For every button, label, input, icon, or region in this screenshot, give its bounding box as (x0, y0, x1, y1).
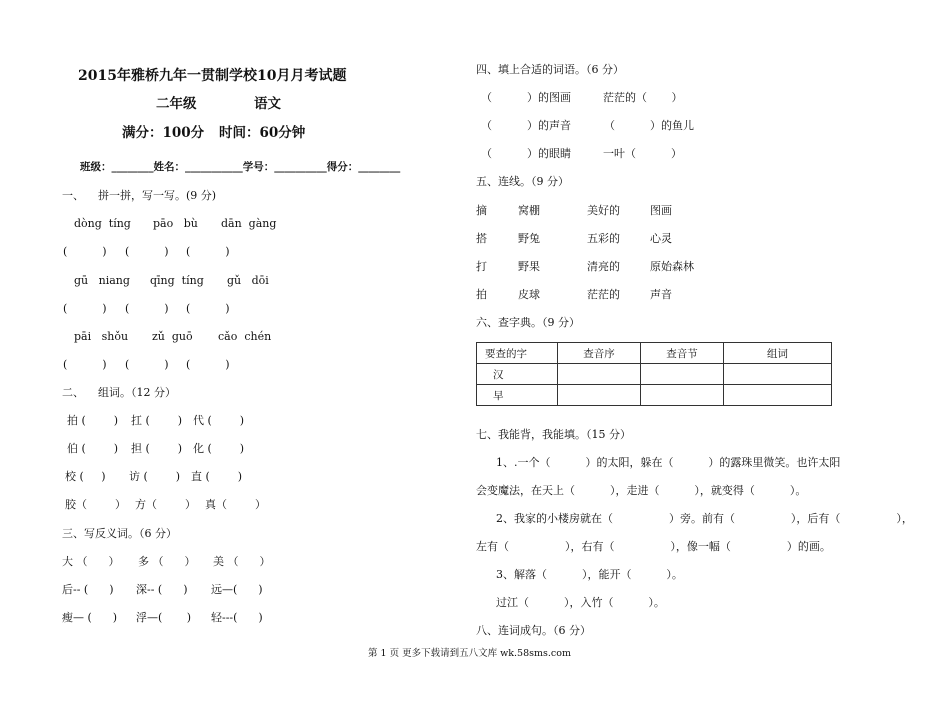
pinyin: gǔ dōi (227, 274, 269, 287)
section-3-heading: 三、写反义词。（6 分） (62, 527, 177, 540)
poem-line[interactable]: 左有（ ），右有（ ），像一幅（ ）的画。 (476, 540, 831, 553)
fill-item[interactable]: （ ）的鱼儿 (604, 119, 694, 132)
table-row (477, 364, 832, 385)
exam-title: 2015年雅桥九年一贯制学校10月月考试题 (78, 68, 347, 84)
word-item[interactable]: 担 ( ) (131, 442, 183, 455)
antonym-item[interactable]: 瘦— ( ) (62, 611, 118, 624)
section-6-heading: 六、查字典。（9 分） (476, 316, 580, 329)
table-header-cell: 要查的字 (477, 343, 558, 364)
pinyin: cǎo chén (218, 330, 272, 343)
page-footer: 第 1 页 更多下载请到五八文库 wk.58sms.com (368, 648, 571, 659)
pinyin: pāo bù (153, 217, 198, 230)
poem-line[interactable]: 1、.一个（ ）的太阳，躲在（ ）的露珠里微笑。也许太阳 (496, 456, 841, 469)
table-header-cell: 组词 (724, 343, 832, 364)
section-4-heading: 四、填上合适的词语。（6 分） (476, 63, 624, 76)
word-item[interactable]: 真（ ） (205, 498, 266, 511)
match-word[interactable]: 声音 (650, 288, 672, 301)
match-word[interactable]: 美好的 (587, 204, 620, 217)
score-label: 满分：100分 (122, 125, 205, 141)
answer-blank[interactable]: ( ) (63, 358, 107, 371)
antonym-item[interactable]: 后-- ( ) (62, 583, 114, 596)
student-info-fields: 班级：________姓名：___________学号：__________得分：________ (80, 161, 401, 173)
table-answer-cell[interactable] (724, 364, 832, 385)
word-item[interactable]: 拍 ( ) (67, 414, 119, 427)
fill-item[interactable]: （ ）的声音 (481, 119, 571, 132)
table-char-cell: 早 (477, 385, 558, 406)
antonym-item[interactable]: 远—( ) (211, 583, 263, 596)
table-header-row (477, 343, 832, 364)
antonym-item[interactable]: 轻---( ) (211, 611, 263, 624)
section-7-heading: 七、我能背，我能填。（15 分） (476, 428, 631, 441)
table-answer-cell[interactable] (641, 385, 724, 406)
fill-item[interactable]: 茫茫的（ ） (603, 91, 683, 104)
pinyin: zǔ guō (152, 330, 193, 343)
table-char-cell: 汉 (477, 364, 558, 385)
answer-blank[interactable]: ( ) (125, 302, 169, 315)
match-word[interactable]: 拍 (476, 288, 487, 301)
answer-blank[interactable]: ( ) (125, 358, 169, 371)
match-word[interactable]: 搭 (476, 232, 487, 245)
match-word[interactable]: 心灵 (650, 232, 672, 245)
pinyin: dān gàng (221, 217, 277, 230)
table-row (477, 385, 832, 406)
match-word[interactable]: 窝棚 (518, 204, 540, 217)
word-item[interactable]: 方（ ） (135, 498, 196, 511)
word-item[interactable]: 校 ( ) (65, 470, 106, 483)
table-answer-cell[interactable] (558, 364, 641, 385)
answer-blank[interactable]: ( ) (186, 302, 230, 315)
answer-blank[interactable]: ( ) (186, 358, 230, 371)
poem-line[interactable]: 3、解落（ ），能开（ ）。 (496, 568, 683, 581)
word-item[interactable]: 直 ( ) (191, 470, 243, 483)
match-word[interactable]: 五彩的 (587, 232, 620, 245)
table-header-cell: 查音序 (558, 343, 641, 364)
subject-label: 语文 (254, 96, 281, 112)
fill-item[interactable]: （ ）的图画 (481, 91, 571, 104)
match-word[interactable]: 打 (476, 260, 487, 273)
word-item[interactable]: 伯 ( ) (67, 442, 119, 455)
pinyin: qīng tíng (150, 274, 204, 287)
section-1-heading: 一、 拼一拼，写一写。(9 分) (62, 189, 217, 202)
word-item[interactable]: 访 ( ) (129, 470, 181, 483)
antonym-item[interactable]: 深-- ( ) (136, 583, 188, 596)
dictionary-table (476, 342, 832, 406)
answer-blank[interactable]: ( ) (63, 302, 107, 315)
answer-blank[interactable]: ( ) (125, 245, 169, 258)
match-word[interactable]: 图画 (650, 204, 672, 217)
antonym-item[interactable]: 多 （ ） (138, 555, 196, 568)
word-item[interactable]: 胶（ ） (65, 498, 126, 511)
match-word[interactable]: 摘 (476, 204, 487, 217)
match-word[interactable]: 原始森林 (650, 260, 694, 273)
section-5-heading: 五、连线。（9 分） (476, 175, 569, 188)
antonym-item[interactable]: 大 （ ） (62, 555, 120, 568)
section-8-heading: 八、连词成句。（6 分） (476, 624, 591, 637)
antonym-item[interactable]: 浮—( ) (136, 611, 192, 624)
answer-blank[interactable]: ( ) (186, 245, 230, 258)
antonym-item[interactable]: 美 （ ） (213, 555, 271, 568)
pinyin: pāi shǒu (74, 330, 129, 343)
match-word[interactable]: 野兔 (518, 232, 540, 245)
table-header-cell: 查音节 (641, 343, 724, 364)
table-answer-cell[interactable] (724, 385, 832, 406)
pinyin: gū niang (74, 274, 130, 287)
answer-blank[interactable]: ( ) (63, 245, 107, 258)
poem-line[interactable]: 过江（ ），入竹（ ）。 (496, 596, 665, 609)
word-item[interactable]: 化 ( ) (193, 442, 245, 455)
grade-label: 二年级 (156, 96, 197, 112)
table-answer-cell[interactable] (641, 364, 724, 385)
time-label: 时间：60分钟 (219, 125, 306, 141)
poem-line[interactable]: 会变魔法，在天上（ ），走进（ ），就变得（ ）。 (476, 484, 807, 497)
match-word[interactable]: 皮球 (518, 288, 540, 301)
word-item[interactable]: 扛 ( ) (131, 414, 183, 427)
table-answer-cell[interactable] (558, 385, 641, 406)
match-word[interactable]: 野果 (518, 260, 540, 273)
fill-item[interactable]: （ ）的眼睛 (481, 147, 571, 160)
match-word[interactable]: 清亮的 (587, 260, 620, 273)
section-2-heading: 二、 组词。（12 分） (62, 386, 176, 399)
match-word[interactable]: 茫茫的 (587, 288, 620, 301)
poem-line[interactable]: 2、我家的小楼房就在（ ）旁。前有（ ），后有（ ）， (496, 512, 913, 525)
fill-item[interactable]: 一叶（ ） (603, 147, 682, 160)
pinyin: dòng tíng (74, 217, 131, 230)
word-item[interactable]: 代 ( ) (193, 414, 245, 427)
